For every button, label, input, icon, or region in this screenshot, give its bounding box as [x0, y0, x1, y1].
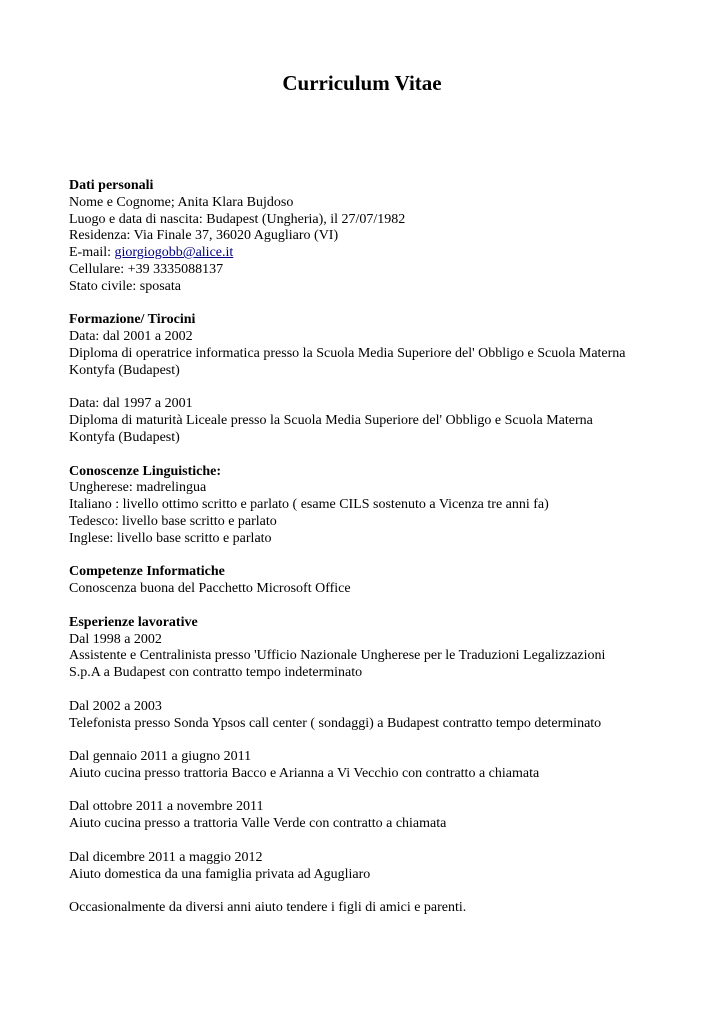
document-title: Curriculum Vitae [282, 71, 442, 95]
residenza: Residenza: Via Finale 37, 36020 Agugliaro (VI) [69, 228, 339, 244]
esperienza-periodo: Dal ottobre 2011 a novembre 2011 [69, 799, 264, 815]
section-heading: Dati personali [69, 178, 154, 193]
formazione-descrizione: Diploma di operatrice informatica presso la Scuola Media Superiore del' Obbligo e Scuola Materna [69, 345, 626, 361]
esperienza-periodo: Dal 1998 a 2002 [69, 631, 162, 647]
section-formazione [69, 312, 709, 446]
esperienza-descrizione-cont: S.p.A a Budapest con contratto tempo indeterminato [69, 665, 363, 681]
esperienza-descrizione: Assistente e Centralinista presso 'Ufficio Nazionale Ungherese per le Traduzioni Legalizzazioni [69, 648, 606, 664]
section-esperienze [69, 615, 709, 917]
esperienza-item [69, 749, 709, 783]
section-lingue [69, 464, 709, 548]
esperienza-item [69, 799, 709, 833]
formazione-data: Data: dal 1997 a 2001 [69, 396, 193, 412]
lingua-item: Italiano : livello ottimo scritto e parlato ( esame CILS sostenuto a Vicenza tre anni fa) [69, 497, 549, 513]
formazione-data: Data: dal 2001 a 2002 [69, 329, 193, 345]
esperienza-periodo: Dal gennaio 2011 a giugno 2011 [69, 749, 252, 765]
email-link[interactable]: giorgiogobb@alice.it [114, 245, 234, 261]
lingua-item: Ungherese: madrelingua [69, 480, 207, 496]
esperienza-descrizione: Aiuto domestica da una famiglia privata ad Agugliaro [69, 866, 371, 882]
cellulare: Cellulare: +39 3335088137 [69, 261, 224, 277]
esperienza-item [69, 850, 709, 884]
section-heading: Competenze Informatiche [69, 564, 225, 580]
stato-civile: Stato civile: sposata [69, 278, 181, 294]
formazione-item [69, 396, 709, 446]
lingua-item: Tedesco: livello base scritto e parlato [69, 513, 277, 529]
esperienza-descrizione: Telefonista presso Sonda Ypsos call center ( sondaggi) a Budapest contratto tempo determinato [69, 715, 602, 731]
esperienza-periodo: Dal dicembre 2011 a maggio 2012 [69, 849, 263, 865]
nome-cognome: Nome e Cognome; Anita Klara Bujdoso [69, 194, 294, 210]
email-row [69, 245, 709, 262]
section-heading: Conoscenze Linguistiche: [69, 463, 222, 479]
formazione-descrizione-cont: Kontyfa (Budapest) [69, 362, 180, 378]
esperienza-descrizione: Aiuto cucina presso a trattoria Valle Verde con contratto a chiamata [69, 816, 447, 832]
formazione-descrizione: Diploma di maturità Liceale presso la Scuola Media Superiore del' Obbligo e Scuola Materna [69, 413, 593, 429]
section-heading: Esperienze lavorative [69, 614, 198, 630]
section-heading: Formazione/ Tirocini [69, 312, 196, 328]
formazione-item [69, 329, 709, 379]
formazione-descrizione-cont: Kontyfa (Budapest) [69, 429, 180, 445]
luogo-data-nascita: Luogo e data di nascita: Budapest (Ungheria), il 27/07/1982 [69, 211, 406, 227]
esperienze-nota: Occasionalmente da diversi anni aiuto tendere i figli di amici e parenti. [69, 900, 467, 916]
esperienza-descrizione: Aiuto cucina presso trattoria Bacco e Arianna a Vi Vecchio con contratto a chiamata [69, 765, 540, 781]
section-informatica [69, 564, 709, 598]
email-label: E-mail: [69, 245, 115, 261]
informatica-text: Conoscenza buona del Pacchetto Microsoft Office [69, 581, 351, 597]
esperienza-item [69, 699, 709, 733]
lingua-item: Inglese: livello base scritto e parlato [69, 530, 272, 546]
document-body [69, 178, 709, 917]
esperienza-periodo: Dal 2002 a 2003 [69, 698, 162, 714]
esperienza-item [69, 632, 709, 682]
section-dati-personali [69, 178, 709, 296]
